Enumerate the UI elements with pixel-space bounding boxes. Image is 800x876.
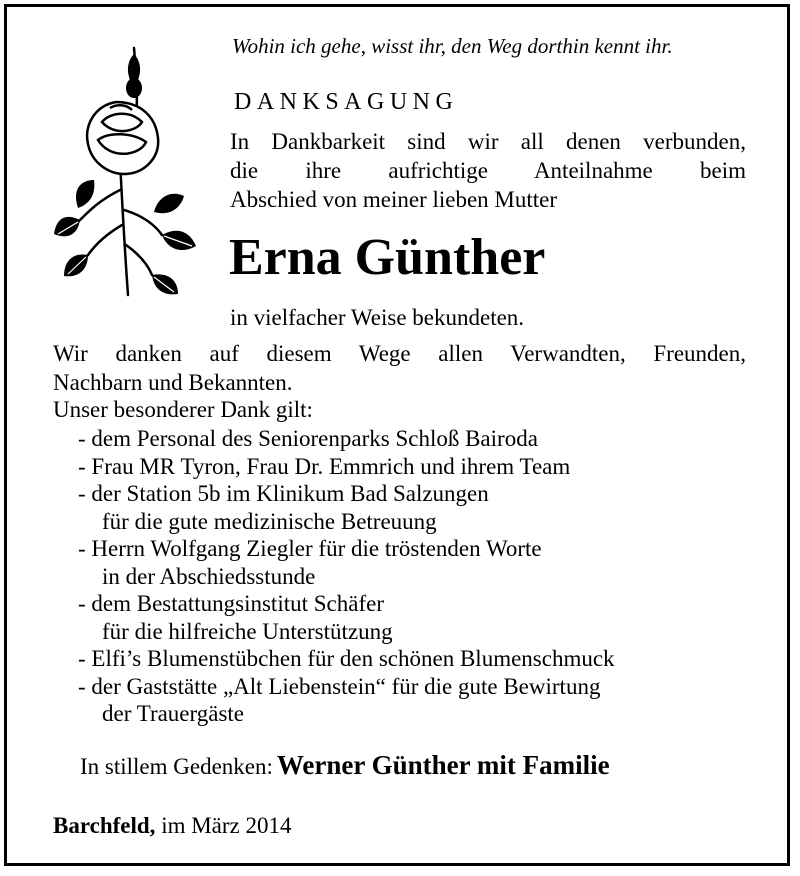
list-item: - der Gaststätte „Alt Liebenstein“ für die gute Bewirtung bbox=[78, 673, 601, 699]
after-name-text: in vielfacher Weise bekundeten. bbox=[230, 305, 525, 330]
list-item: - Frau MR Tyron, Frau Dr. Emmrich und ihrem Team bbox=[78, 453, 571, 479]
heading: DANKSAGUNG bbox=[234, 89, 459, 115]
list-item: - dem Bestattungsinstitut Schäfer bbox=[78, 591, 384, 616]
thanks-line: Nachbarn und Bekannten. bbox=[53, 370, 293, 395]
list-item: - dem Personal des Seniorenparks Schloß Bairoda bbox=[78, 426, 538, 451]
list-item-continuation: der Trauergäste bbox=[102, 701, 245, 726]
intro-line: In Dankbarkeit sind wir all denen verbunden, bbox=[230, 129, 746, 154]
list-item-continuation: für die hilfreiche Unterstützung bbox=[102, 618, 393, 644]
list-item: - Elfi’s Blumenstübchen für den schönen Blumenschmuck bbox=[78, 646, 615, 671]
place-date bbox=[53, 814, 292, 837]
list-item: - der Station 5b im Klinikum Bad Salzungen bbox=[78, 481, 489, 506]
intro-text bbox=[230, 127, 746, 214]
list-item-continuation: für die gute medizinische Betreuung bbox=[102, 508, 437, 534]
rose-icon bbox=[50, 40, 200, 300]
signature-prefix: In stillem Gedenken: bbox=[80, 754, 273, 779]
signature bbox=[80, 752, 610, 779]
deceased-name: Erna Günther bbox=[229, 229, 546, 286]
thanks-line: Wir danken auf diesem Wege allen Verwandten, Freunden, bbox=[53, 341, 746, 366]
list-item: - Herrn Wolfgang Ziegler für die tröstenden Worte bbox=[78, 536, 542, 561]
list-item-continuation: in der Abschiedsstunde bbox=[102, 563, 316, 589]
thanks-text bbox=[53, 339, 746, 397]
thanks-list bbox=[78, 425, 615, 728]
intro-line: Abschied von meiner lieben Mutter bbox=[230, 187, 558, 212]
intro-line: die ihre aufrichtige Anteilnahme beim bbox=[230, 158, 746, 183]
signature-names: Werner Günther mit Familie bbox=[276, 750, 610, 780]
date: im März 2014 bbox=[161, 813, 292, 838]
special-thanks-intro: Unser besonderer Dank gilt: bbox=[53, 397, 313, 422]
motto: Wohin ich gehe, wisst ihr, den Weg dorthin kennt ihr. bbox=[232, 34, 673, 58]
place-name: Barchfeld, bbox=[53, 813, 156, 838]
